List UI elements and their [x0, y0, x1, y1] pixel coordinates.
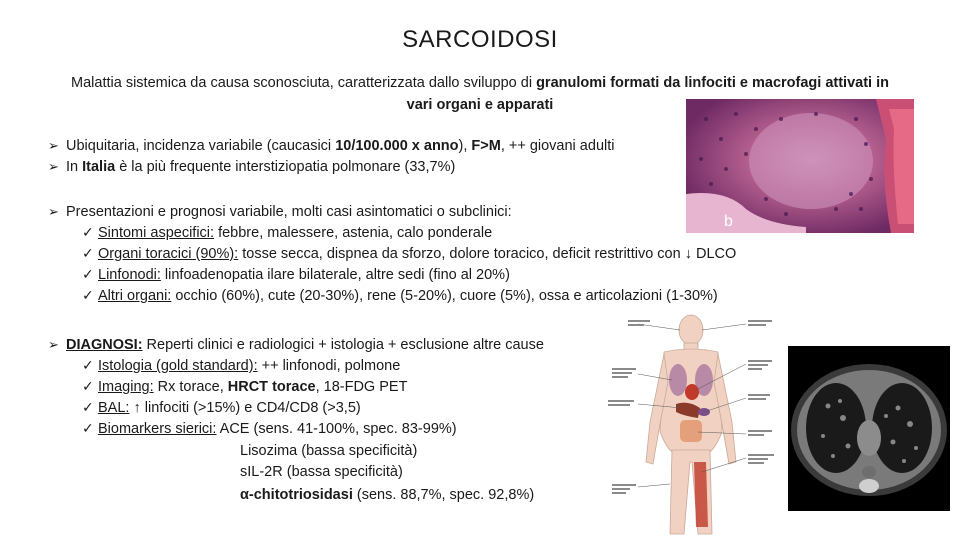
slide-title: SARCOIDOSI: [402, 26, 558, 53]
diagnosis-item: ✓ Istologia (gold standard): ++ linfonodi, polmone: [82, 357, 401, 374]
diagnosis-item: ✓ Imaging: Rx torace, HRCT torace, 18-FDG PET: [82, 378, 408, 395]
organ-involvement-figure: [598, 312, 786, 537]
arrowhead-bullet-icon: ➢: [48, 138, 59, 153]
arrowhead-bullet-icon: ➢: [48, 337, 59, 352]
biomarker-line: sIL-2R (bassa specificità): [240, 464, 403, 480]
epidemiology-item: ➢ Ubiquitaria, incidenza variabile (caucasici 10/100.000 x anno), F>M, ++ giovani adulti: [48, 135, 614, 157]
figure-label: b: [724, 213, 733, 230]
checkmark-icon: ✓: [82, 287, 94, 303]
definition-bold: granulomi formati da linfociti e macrofagi attivati in vari organi e apparati: [406, 75, 889, 113]
down-arrow-icon: ↓: [684, 246, 692, 262]
checkmark-icon: ✓: [82, 266, 94, 282]
presentation-item: ✓ Organi toracici (90%): tosse secca, dispnea da sforzo, dolore toracico, deficit restrittivo con ↓ DLCO: [82, 245, 737, 262]
checkmark-icon: ✓: [82, 224, 94, 240]
checkmark-icon: ✓: [82, 245, 94, 261]
presentation-intro: ➢ Presentazioni e prognosi variabile, molti casi asintomatici o subclinici:: [48, 201, 512, 223]
presentation-item: ✓ Altri organi: occhio (60%), cute (20-30%), rene (5-20%), cuore (5%), ossa e articolazioni (1-30%): [82, 287, 718, 304]
arrowhead-bullet-icon: ➢: [48, 159, 59, 174]
arrowhead-bullet-icon: ➢: [48, 204, 59, 219]
diagnosis-item: ✓ Biomarkers sierici: ACE (sens. 41-100%, spec. 83-99%): [82, 420, 457, 437]
checkmark-icon: ✓: [82, 357, 94, 373]
epidemiology-item: ➢ In Italia è la più frequente interstiziopatia polmonare (33,7%): [48, 156, 455, 178]
checkmark-icon: ✓: [82, 378, 94, 394]
granuloma-histology-image: [686, 99, 914, 233]
diagnosis-heading: ➢ DIAGNOSI: Reperti clinici e radiologici + istologia + esclusione altre cause: [48, 334, 544, 356]
up-arrow-icon: ↑: [129, 400, 141, 416]
diagnosis-item: ✓ BAL: ↑ linfociti (>15%) e CD4/CD8 (>3,5): [82, 399, 361, 416]
biomarker-line: α-chitotriosidasi (sens. 88,7%, spec. 92,8%): [240, 487, 535, 503]
biomarker-line: Lisozima (bassa specificità): [240, 443, 418, 459]
checkmark-icon: ✓: [82, 399, 94, 415]
presentation-item: ✓ Sintomi aspecifici: febbre, malessere, astenia, calo ponderale: [82, 224, 493, 241]
chest-hrct-image: [788, 346, 950, 511]
checkmark-icon: ✓: [82, 420, 94, 436]
presentation-item: ✓ Linfonodi: linfoadenopatia ilare bilaterale, altre sedi (fino al 20%): [82, 266, 510, 283]
definition-part: Malattia sistemica da causa sconosciuta, caratterizzata dallo sviluppo di: [71, 75, 537, 91]
